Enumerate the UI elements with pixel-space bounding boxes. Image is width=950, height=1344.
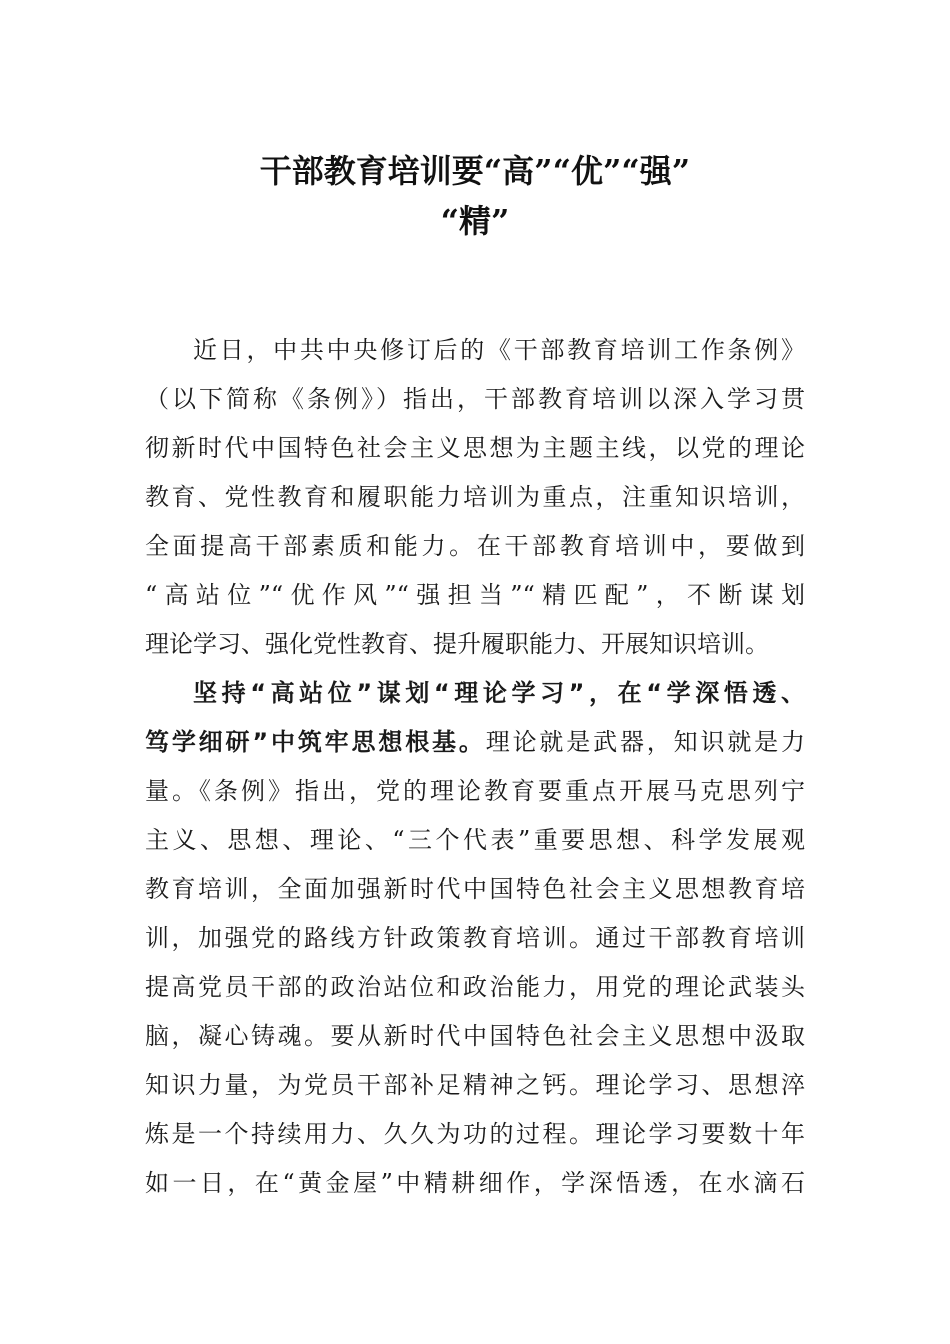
paragraph-2-heading-line: 坚持“高站位”谋划“理论学习”，在“学深悟透、 [193, 679, 805, 707]
paragraph-2-line: 主义、思想、理论、“三个代表”重要思想、科学发展观 [145, 826, 805, 854]
title-line-2: “精” [440, 202, 510, 240]
paragraph-1-line: （以下简称《条例》）指出，干部教育培训以深入学习贯 [145, 385, 805, 413]
paragraph-1-line: 理论学习、强化党性教育、提升履职能力、开展知识培训。 [145, 630, 769, 658]
paragraph-1-line: 彻新时代中国特色社会主义思想为主题主线，以党的理论 [145, 434, 805, 462]
document-title [140, 146, 810, 246]
paragraph-2-line: 训，加强党的路线方针政策教育培训。通过干部教育培训 [145, 924, 805, 952]
paragraph-1-line: 教育、党性教育和履职能力培训为重点，注重知识培训， [145, 483, 805, 511]
paragraph-2-line: 教育培训，全面加强新时代中国特色社会主义思想教育培 [145, 875, 805, 903]
paragraph-2-line: 提高党员干部的政治站位和政治能力，用党的理论武装头 [145, 973, 805, 1001]
paragraph-2-line: 脑，凝心铸魂。要从新时代中国特色社会主义思想中汲取 [145, 1022, 805, 1050]
paragraph-2-text: 理论就是武器，知识就是力 [485, 728, 805, 756]
paragraph-2-heading-end: 笃学细研”中筑牢思想根基。 [145, 728, 486, 756]
paragraph-1-line: “高站位”“优作风”“强担当”“精匹配”，不断谋划 [145, 581, 805, 609]
paragraph-2-line [145, 718, 805, 767]
paragraph-2-line: 量。《条例》指出，党的理论教育要重点开展马克思列宁 [145, 777, 805, 805]
title-line-1: 干部教育培训要“高”“优”“强” [259, 152, 691, 190]
paragraph-1-line: 近日，中共中央修订后的《干部教育培训工作条例》 [193, 336, 805, 364]
document-body [145, 326, 805, 1208]
paragraph-2-line: 如一日，在“黄金屋”中精耕细作，学深悟透，在水滴石 [145, 1169, 805, 1197]
paragraph-2-line: 知识力量，为党员干部补足精神之钙。理论学习、思想淬 [145, 1071, 805, 1099]
paragraph-2-line: 炼是一个持续用力、久久为功的过程。理论学习要数十年 [145, 1120, 805, 1148]
paragraph-1-line: 全面提高干部素质和能力。在干部教育培训中，要做到 [145, 532, 805, 560]
